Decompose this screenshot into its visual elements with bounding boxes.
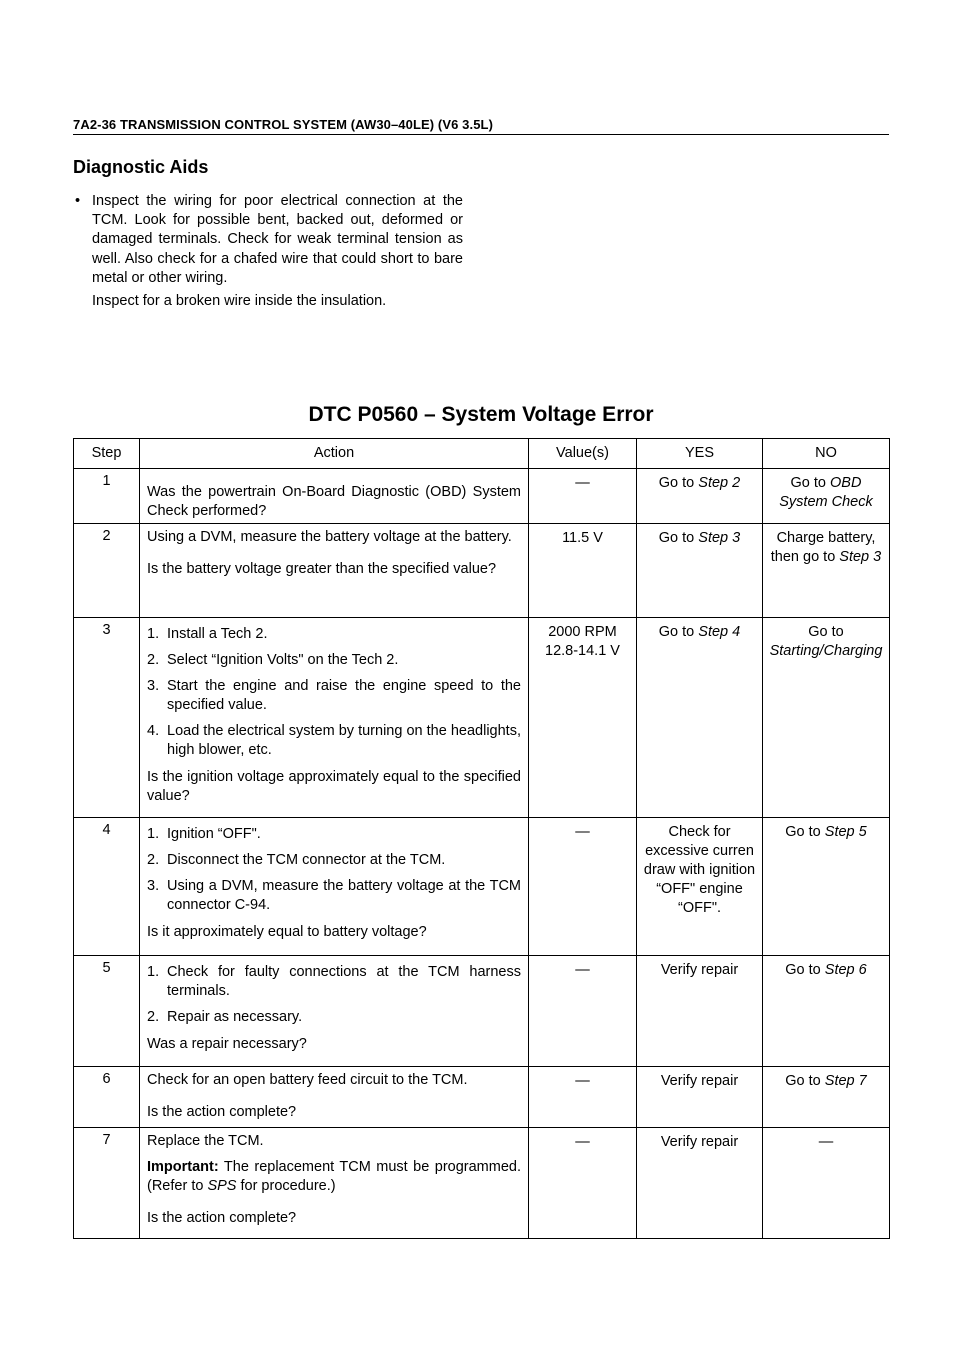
yes-cell: Check for excessive curren draw with ignition “OFF" engine “OFF". bbox=[637, 818, 763, 956]
step-number: 5 bbox=[74, 956, 140, 1067]
no-text: Go to bbox=[785, 1073, 825, 1089]
no-step-ref: Step 3 bbox=[839, 549, 882, 565]
list-text: Load the electrical system by turning on the headlights, high blower, etc. bbox=[167, 723, 521, 758]
dtc-table bbox=[73, 438, 890, 1239]
list-text: Install a Tech 2. bbox=[167, 626, 268, 642]
step-number: 7 bbox=[74, 1128, 140, 1239]
yes-step-ref: Step 3 bbox=[698, 530, 741, 546]
value-cell: — bbox=[529, 1128, 637, 1239]
yes-text: Go to bbox=[658, 475, 699, 491]
yes-step-ref: Step 2 bbox=[698, 475, 741, 491]
list-item bbox=[147, 651, 521, 670]
action-text: Using a DVM, measure the battery voltage at the battery. bbox=[147, 529, 512, 545]
yes-cell bbox=[637, 469, 763, 524]
page-header: 7A2-36 TRANSMISSION CONTROL SYSTEM (AW30–40LE) (V6 3.5L) bbox=[73, 117, 889, 135]
value-voltage: 12.8-14.1 V bbox=[545, 643, 620, 659]
action-list bbox=[147, 963, 521, 1027]
header-action: Action bbox=[140, 439, 529, 469]
no-text: Go to bbox=[785, 962, 825, 978]
no-cell bbox=[763, 1067, 890, 1128]
action-cell bbox=[140, 524, 529, 618]
list-item bbox=[147, 1008, 521, 1027]
list-item bbox=[147, 963, 521, 1001]
list-text: Using a DVM, measure the battery voltage at the TCM connector C-94. bbox=[167, 878, 521, 913]
table-row bbox=[74, 956, 890, 1067]
action-text: Check for an open battery feed circuit to the TCM. bbox=[147, 1072, 468, 1088]
no-text: Charge battery, then go to bbox=[770, 530, 876, 565]
action-cell bbox=[140, 956, 529, 1067]
important-tail: for procedure.) bbox=[236, 1178, 336, 1194]
list-number: 2. bbox=[147, 852, 160, 868]
value-cell: — bbox=[529, 1067, 637, 1128]
action-question: Was the powertrain On-Board Diagnostic (OBD) System Check performed? bbox=[147, 484, 521, 519]
table-row bbox=[74, 1067, 890, 1128]
value-cell: — bbox=[529, 818, 637, 956]
value-cell: — bbox=[529, 469, 637, 524]
no-step-ref: Starting/Charging bbox=[769, 643, 883, 659]
header-no: NO bbox=[763, 439, 890, 469]
important-text: The replacement TCM must be programmed. (Refer to bbox=[147, 1159, 521, 1194]
value-cell bbox=[529, 618, 637, 818]
step-number: 2 bbox=[74, 524, 140, 618]
diagnostic-aids-text: Inspect the wiring for poor electrical connection at the TCM. Look for possible bent, backed out, deformed or damaged terminals. Check for weak terminal tension as well. Also check for a chafed wire that could short to bare metal or other wiring. bbox=[92, 193, 463, 286]
no-cell: — bbox=[763, 1128, 890, 1239]
list-item bbox=[147, 722, 521, 760]
list-number: 3. bbox=[147, 878, 160, 894]
action-question: Is the action complete? bbox=[147, 1210, 297, 1226]
yes-cell: Verify repair bbox=[637, 1067, 763, 1128]
list-item bbox=[147, 825, 521, 844]
action-cell bbox=[140, 469, 529, 524]
action-cell bbox=[140, 1067, 529, 1128]
header-values: Value(s) bbox=[529, 439, 637, 469]
header-step: Step bbox=[74, 439, 140, 469]
diagnostic-aids-body bbox=[75, 192, 463, 311]
list-number: 2. bbox=[147, 652, 160, 668]
important-label: Important: bbox=[147, 1159, 219, 1175]
list-item bbox=[147, 851, 521, 870]
no-step-ref: OBD System Check bbox=[779, 475, 873, 510]
yes-cell: Verify repair bbox=[637, 1128, 763, 1239]
important-note bbox=[147, 1158, 521, 1196]
list-item bbox=[147, 625, 521, 644]
action-question: Is the ignition voltage approximately equal to the specified value? bbox=[147, 769, 521, 804]
value-rpm: 2000 RPM bbox=[548, 624, 617, 640]
no-step-ref: Step 5 bbox=[824, 824, 867, 840]
table-row bbox=[74, 618, 890, 818]
action-question: Is the action complete? bbox=[147, 1104, 297, 1120]
yes-cell bbox=[637, 524, 763, 618]
table-row bbox=[74, 1128, 890, 1239]
step-number: 4 bbox=[74, 818, 140, 956]
action-list bbox=[147, 625, 521, 760]
list-number: 1. bbox=[147, 626, 160, 642]
action-question: Was a repair necessary? bbox=[147, 1036, 307, 1052]
list-text: Select “Ignition Volts" on the Tech 2. bbox=[167, 652, 399, 668]
yes-cell bbox=[637, 618, 763, 818]
action-text: Replace the TCM. bbox=[147, 1133, 264, 1149]
no-cell bbox=[763, 524, 890, 618]
step-number: 3 bbox=[74, 618, 140, 818]
action-question: Is the battery voltage greater than the specified value? bbox=[147, 561, 497, 577]
action-list bbox=[147, 825, 521, 915]
action-cell bbox=[140, 1128, 529, 1239]
bullet-icon: • bbox=[75, 193, 81, 209]
action-cell bbox=[140, 818, 529, 956]
no-text: Go to bbox=[785, 824, 825, 840]
no-cell bbox=[763, 956, 890, 1067]
step-number: 6 bbox=[74, 1067, 140, 1128]
no-cell bbox=[763, 818, 890, 956]
list-item bbox=[147, 677, 521, 715]
action-question: Is it approximately equal to battery voltage? bbox=[147, 924, 427, 940]
no-cell bbox=[763, 469, 890, 524]
table-row bbox=[74, 818, 890, 956]
list-item bbox=[147, 877, 521, 915]
yes-text: Go to bbox=[658, 530, 699, 546]
no-cell bbox=[763, 618, 890, 818]
important-ref: SPS bbox=[207, 1178, 237, 1194]
list-text: Repair as necessary. bbox=[167, 1009, 303, 1025]
yes-step-ref: Step 4 bbox=[698, 624, 741, 640]
diagnostic-aids-extra: Inspect for a broken wire inside the insulation. bbox=[92, 293, 387, 310]
diagnostic-aids-title: Diagnostic Aids bbox=[73, 157, 209, 177]
list-number: 2. bbox=[147, 1009, 160, 1025]
list-number: 4. bbox=[147, 723, 160, 739]
list-number: 3. bbox=[147, 678, 160, 694]
list-text: Start the engine and raise the engine speed to the specified value. bbox=[167, 678, 521, 713]
list-text: Disconnect the TCM connector at the TCM. bbox=[167, 852, 446, 868]
action-cell bbox=[140, 618, 529, 818]
list-number: 1. bbox=[147, 826, 160, 842]
no-step-ref: Step 6 bbox=[824, 962, 867, 978]
step-number: 1 bbox=[74, 469, 140, 524]
dtc-title: DTC P0560 – System Voltage Error bbox=[308, 403, 654, 426]
list-text: Check for faulty connections at the TCM harness terminals. bbox=[167, 964, 521, 999]
yes-cell: Verify repair bbox=[637, 956, 763, 1067]
no-text: Go to bbox=[808, 624, 844, 640]
no-text: Go to bbox=[790, 475, 831, 491]
no-step-ref: Step 7 bbox=[824, 1073, 867, 1089]
header-yes: YES bbox=[637, 439, 763, 469]
table-header-row bbox=[74, 439, 890, 469]
yes-text: Go to bbox=[658, 624, 699, 640]
diagnostic-aids-item bbox=[75, 192, 463, 288]
list-number: 1. bbox=[147, 964, 160, 980]
value-cell: 11.5 V bbox=[529, 524, 637, 618]
table-row bbox=[74, 524, 890, 618]
table-row bbox=[74, 469, 890, 524]
list-text: Ignition “OFF". bbox=[167, 826, 261, 842]
value-cell: — bbox=[529, 956, 637, 1067]
